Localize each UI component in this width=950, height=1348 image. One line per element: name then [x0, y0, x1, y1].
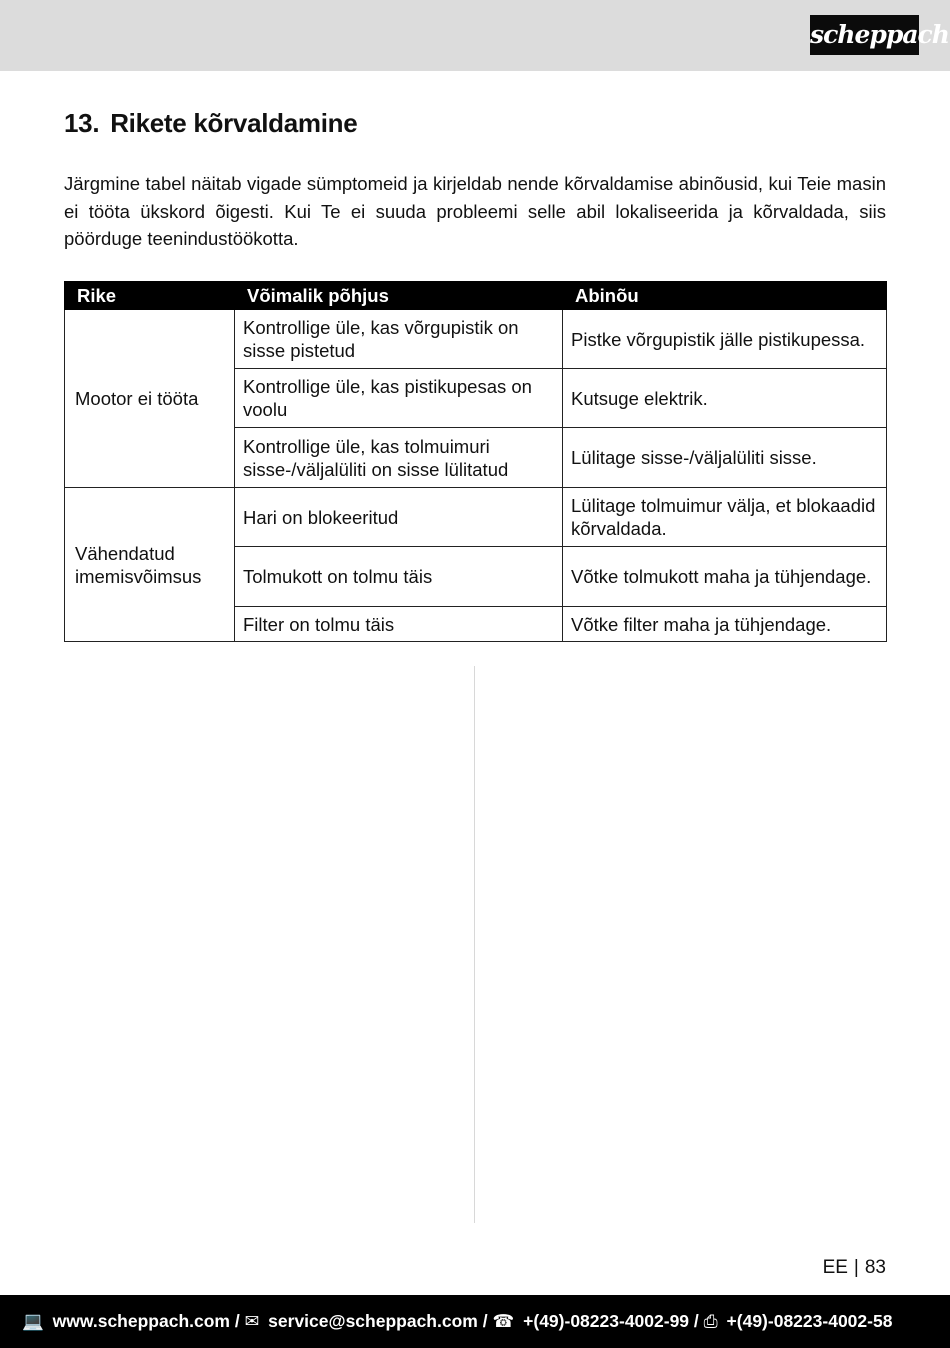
remedy-cell: Võtke tolmukott maha ja tühjendage.	[563, 547, 887, 607]
section-number: 13.	[64, 108, 100, 138]
footer-fax: +(49)-08223-4002-58	[726, 1311, 893, 1331]
section-title-text: Rikete kõrvaldamine	[110, 108, 358, 138]
remedy-cell: Võtke filter maha ja tühjendage.	[563, 607, 887, 642]
remedy-cell: Lülitage sisse-/väljalüliti sisse.	[563, 428, 887, 488]
footer-separator: /	[693, 1311, 699, 1331]
header-remedy: Abinõu	[563, 282, 887, 310]
remedy-cell: Pistke võrgupistik jälle pistikupessa.	[563, 310, 887, 369]
footer-website[interactable]: www.scheppach.com	[52, 1311, 230, 1331]
section-title	[64, 108, 357, 139]
cause-cell: Kontrollige üle, kas võrgupistik on sisse pistetud	[235, 310, 563, 369]
footer-bar	[0, 1295, 950, 1348]
header-bar	[0, 0, 950, 71]
page-number-value: 83	[864, 1257, 886, 1278]
remedy-cell: Lülitage tolmuimur välja, et blokaadid kõrvaldada.	[563, 488, 887, 547]
table-row	[65, 310, 887, 369]
cause-cell: Hari on blokeeritud	[235, 488, 563, 547]
phone-icon: ☎	[492, 1311, 515, 1331]
footer-separator: /	[482, 1311, 488, 1331]
header-fault: Rike	[65, 282, 235, 310]
fault-cell: Vähendatud imemisvõimsus	[65, 488, 235, 642]
header-cause: Võimalik põhjus	[235, 282, 563, 310]
column-divider	[474, 666, 475, 1223]
footer-email[interactable]: service@scheppach.com	[268, 1311, 478, 1331]
footer-phone: +(49)-08223-4002-99	[523, 1311, 690, 1331]
table-header-row	[65, 282, 887, 310]
cause-cell: Kontrollige üle, kas tolmuimuri sisse-/väljalüliti on sisse lülitatud	[235, 428, 563, 488]
language-code: EE	[822, 1257, 848, 1278]
cause-cell: Kontrollige üle, kas pistikupesas on voolu	[235, 369, 563, 428]
mail-icon: ✉	[244, 1311, 260, 1331]
table-row	[65, 488, 887, 547]
page-separator: |	[853, 1257, 859, 1278]
scheppach-logo: scheppach	[810, 15, 919, 55]
computer-icon: 💻	[22, 1311, 44, 1331]
page-number	[823, 1257, 886, 1279]
troubleshooting-table	[64, 281, 887, 642]
cause-cell: Filter on tolmu täis	[235, 607, 563, 642]
fault-cell: Mootor ei tööta	[65, 310, 235, 488]
intro-paragraph: Järgmine tabel näitab vigade sümptomeid ja kirjeldab nende kõrvaldamise abinõusid, kui Teie masin ei tööta ükskord õigesti. Kui Te ei suuda probleemi selle abil lokaliseerida ja kõrvaldada, siis pöörduge teenindustöökotta.	[64, 173, 886, 249]
cause-cell: Tolmukott on tolmu täis	[235, 547, 563, 607]
fax-icon: ⎙	[703, 1311, 718, 1331]
remedy-cell: Kutsuge elektrik.	[563, 369, 887, 428]
footer-separator: /	[234, 1311, 240, 1331]
